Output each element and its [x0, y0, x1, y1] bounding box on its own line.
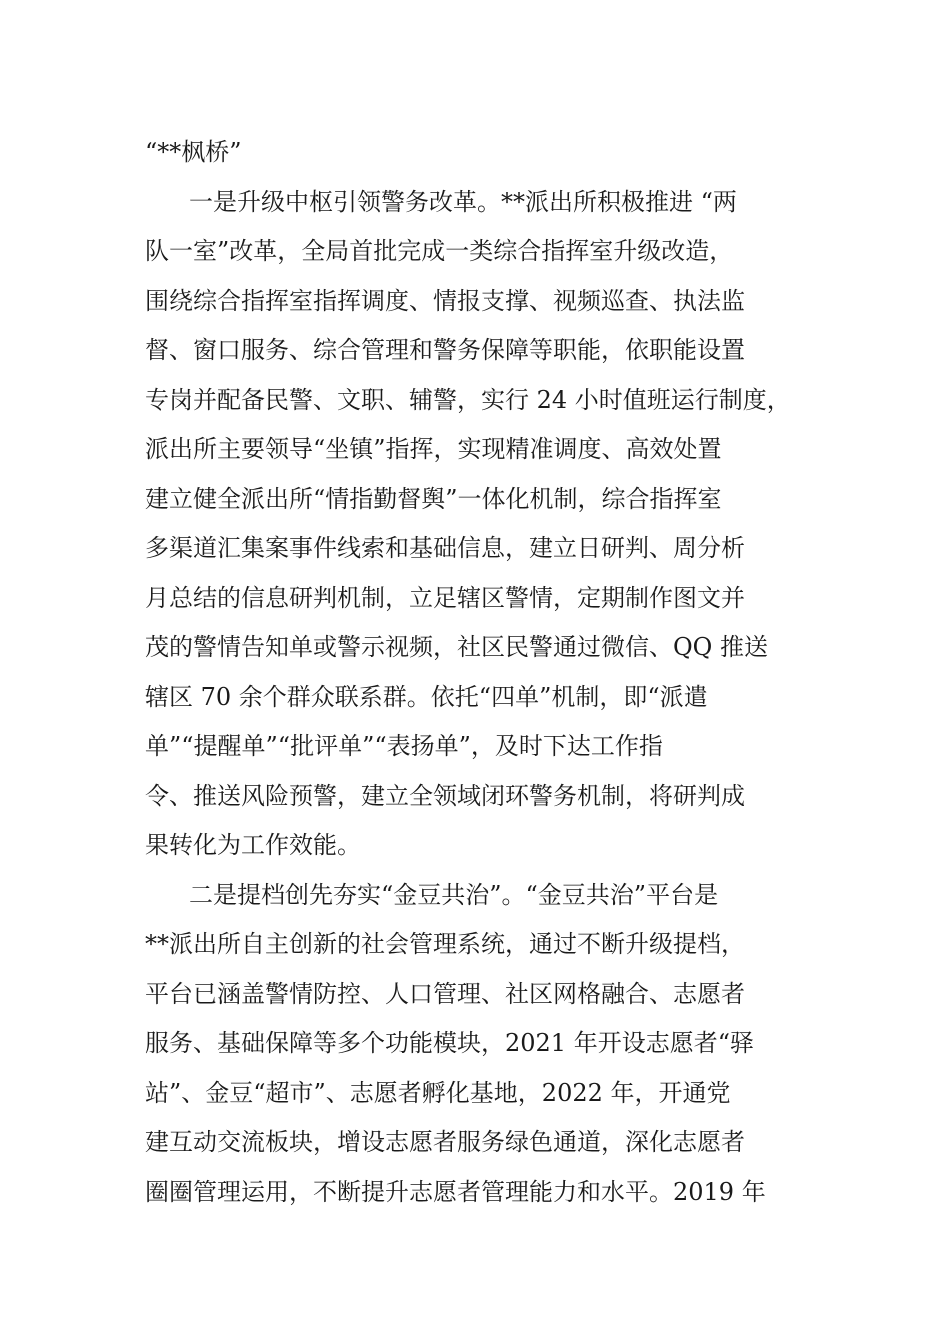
text-line: 单”“提醒单”“批评单”“表扬单”，及时下达工作指: [145, 732, 663, 760]
paragraph-first-line: 一是升级中枢引领警务改革。**派出所积极推进 “两: [189, 187, 737, 216]
text-line: 茂的警情告知单或警示视频，社区民警通过微信、QQ 推送: [145, 633, 768, 661]
text-line: 月总结的信息研判机制，立足辖区警情，定期制作图文并: [145, 583, 745, 612]
text-line: 令、推送风险预警，建立全领域闭环警务机制，将研判成: [145, 781, 745, 810]
text-line: 队一室”改革，全局首批完成一类综合指挥室升级改造，: [145, 237, 734, 265]
text-line: 督、窗口服务、综合管理和警务保障等职能，依职能设置: [145, 336, 745, 364]
text-line: “**枫桥”: [145, 138, 242, 166]
text-line: 站”、金豆“超市”、志愿者孵化基地，2022 年，开通党: [145, 1078, 731, 1107]
text-line: 专岗并配备民警、文职、辅警，实行 24 小时值班运行制度，: [145, 385, 791, 414]
paragraph-first-line: 二是提档创先夯实“金豆共治”。“金豆共治”平台是: [189, 880, 719, 909]
text-line: 服务、基础保障等多个功能模块，2021 年开设志愿者“驿: [145, 1029, 754, 1057]
text-line: **派出所自主创新的社会管理系统，通过不断升级提档，: [145, 930, 745, 958]
text-line: 派出所主要领导“坐镇”指挥，实现精准调度、高效处置: [145, 435, 722, 463]
text-line: 建互动交流板块，增设志愿者服务绿色通道，深化志愿者: [145, 1128, 745, 1156]
text-line: 围绕综合指挥室指挥调度、情报支撑、视频巡查、执法监: [145, 286, 745, 315]
text-line: 平台已涵盖警情防控、人口管理、社区网格融合、志愿者: [145, 979, 745, 1008]
document-body: [145, 128, 825, 1217]
text-line: 圈圈管理运用，不断提升志愿者管理能力和水平。2019 年: [145, 1177, 766, 1206]
text-line: 建立健全派出所“情指勤督舆”一体化机制，综合指挥室: [145, 484, 722, 513]
text-line: 果转化为工作效能。: [145, 831, 361, 859]
text-line: 辖区 70 余个群众联系群。依托“四单”机制，即“派遣: [145, 682, 708, 711]
text-line: 多渠道汇集案事件线索和基础信息，建立日研判、周分析: [145, 534, 745, 562]
